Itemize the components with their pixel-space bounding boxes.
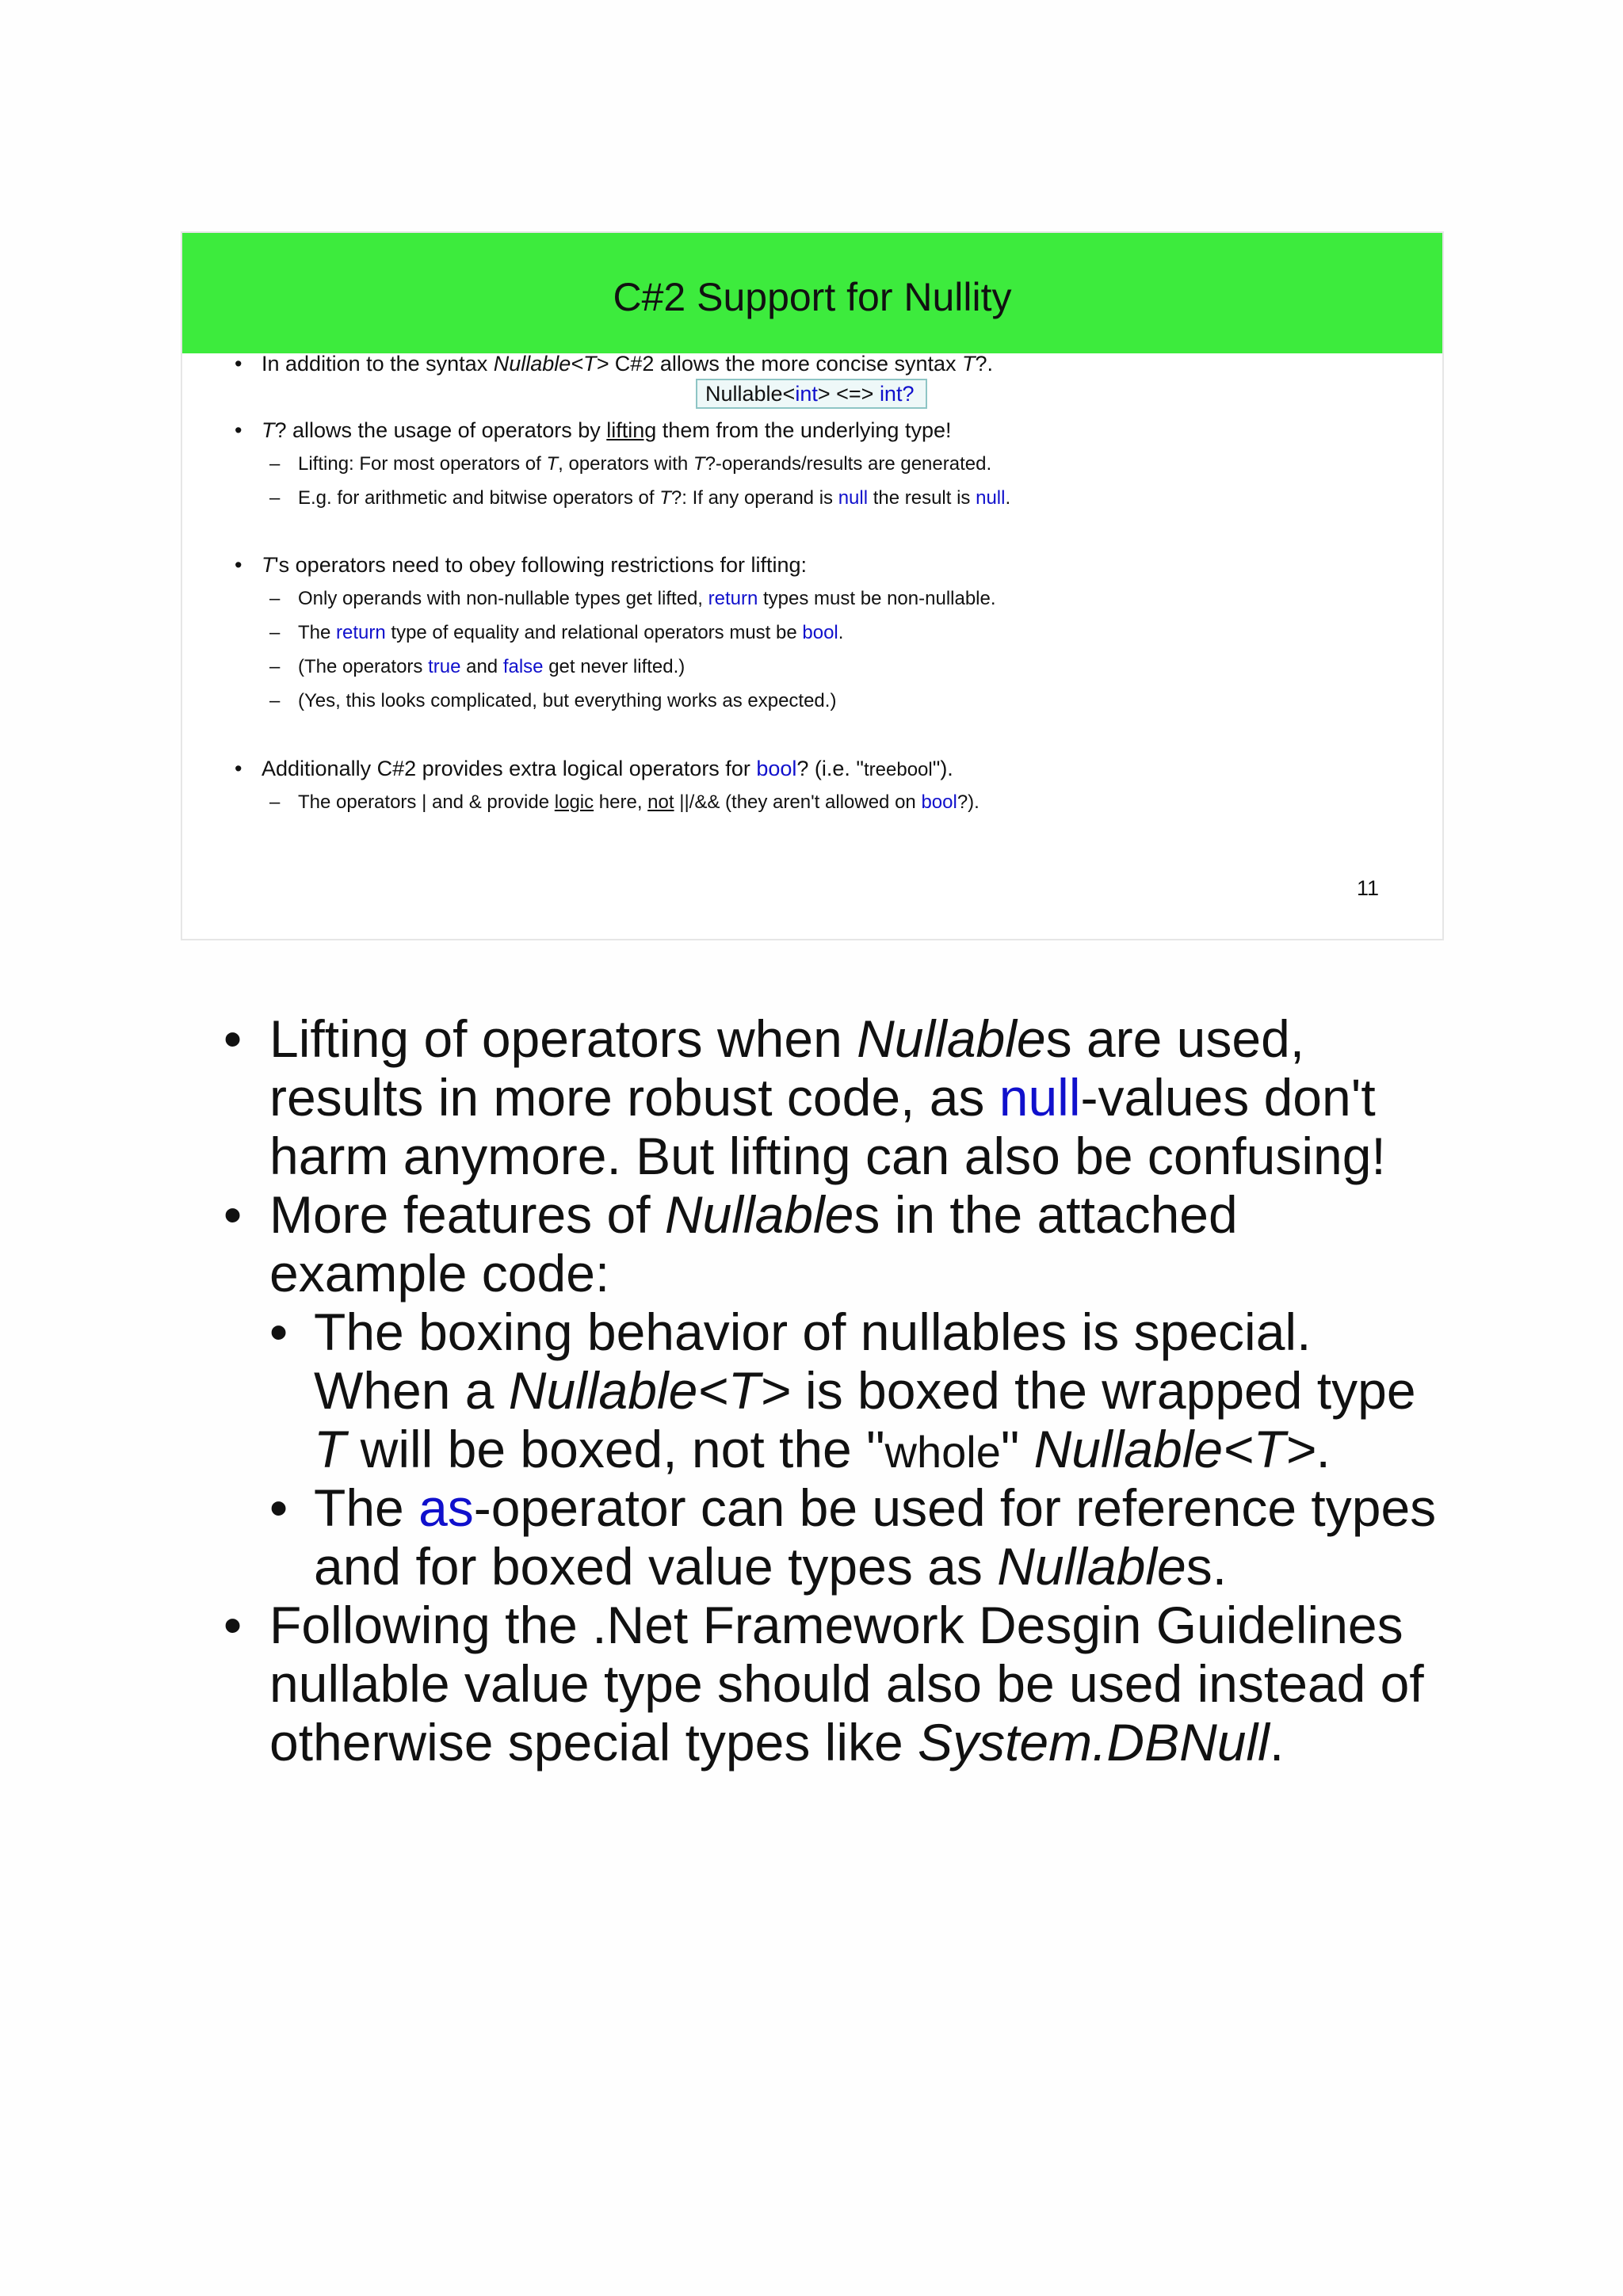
slide-bullet-3: T's operators need to obey following restrictions for lifting:	[262, 553, 807, 577]
bullet-dot: •	[235, 418, 242, 442]
bullet-dot: •	[235, 352, 242, 376]
note-5-line-2: nullable value type should also be used instead of	[269, 1654, 1424, 1713]
slide-bullet-4-sub-1: The operators | and & provide logic here, not ||/&& (they aren't allowed on bool?).	[298, 791, 980, 813]
bullet-dot: •	[235, 757, 242, 780]
note-2-line-1: More features of Nullables in the attached	[269, 1185, 1238, 1244]
slide-page-number: 11	[1356, 876, 1379, 900]
code-example-box: Nullable<int> <=> int?	[696, 379, 927, 409]
bullet-dot: •	[223, 1009, 242, 1068]
slide-bullet-1: In addition to the syntax Nullable<T> C#2 allows the more concise syntax T?.	[262, 352, 994, 376]
note-3-line-1: The boxing behavior of nullables is special.	[314, 1302, 1312, 1361]
bullet-dot: •	[269, 1478, 288, 1537]
bullet-dot: •	[223, 1185, 242, 1244]
slide-bullet-3-sub-2: The return type of equality and relational operators must be bool.	[298, 622, 844, 643]
note-5-line-1: Following the .Net Framework Desgin Guidelines	[269, 1596, 1403, 1654]
sub-bullet-dash: –	[269, 791, 281, 813]
note-2-line-2: example code:	[269, 1244, 610, 1302]
bullet-dot: •	[235, 553, 242, 577]
note-3-line-2: When a Nullable<T> is boxed the wrapped type	[314, 1361, 1416, 1420]
slide-bullet-3-sub-3: (The operators true and false get never lifted.)	[298, 656, 685, 677]
note-1-line-2: results in more robust code, as null-values don't	[269, 1068, 1376, 1127]
bullet-dot: •	[223, 1596, 242, 1654]
note-4-line-1: The as-operator can be used for reference types	[314, 1478, 1437, 1537]
slide-bullet-4: Additionally C#2 provides extra logical operators for bool? (i.e. "treebool").	[262, 757, 953, 780]
sub-bullet-dash: –	[269, 588, 281, 609]
note-1-line-3: harm anymore. But lifting can also be confusing!	[269, 1127, 1386, 1185]
slide	[181, 231, 1444, 940]
slide-bullet-2-sub-2: E.g. for arithmetic and bitwise operators of T?: If any operand is null the result is null.	[298, 487, 1011, 509]
bullet-dot: •	[269, 1302, 288, 1361]
note-4-line-2: and for boxed value types as Nullables.	[314, 1537, 1228, 1596]
sub-bullet-dash: –	[269, 690, 281, 711]
note-1-line-1: Lifting of operators when Nullables are used,	[269, 1009, 1305, 1068]
slide-bullet-2-sub-1: Lifting: For most operators of T, operators with T?-operands/results are generated.	[298, 453, 992, 475]
slide-title: C#2 Support for Nullity	[613, 275, 1012, 319]
sub-bullet-dash: –	[269, 453, 281, 475]
slide-bullet-3-sub-1: Only operands with non-nullable types get lifted, return types must be non-nullable.	[298, 588, 996, 609]
sub-bullet-dash: –	[269, 656, 281, 677]
slide-bullet-3-sub-4: (Yes, this looks complicated, but everything works as expected.)	[298, 690, 837, 711]
note-3-line-3: T will be boxed, not the "whole" Nullable<T>.	[314, 1420, 1331, 1478]
slide-bullet-2: T? allows the usage of operators by lifting them from the underlying type!	[262, 418, 952, 442]
note-5-line-3: otherwise special types like System.DBNull.	[269, 1713, 1285, 1772]
sub-bullet-dash: –	[269, 622, 281, 643]
sub-bullet-dash: –	[269, 487, 281, 509]
slide-header	[182, 233, 1442, 353]
